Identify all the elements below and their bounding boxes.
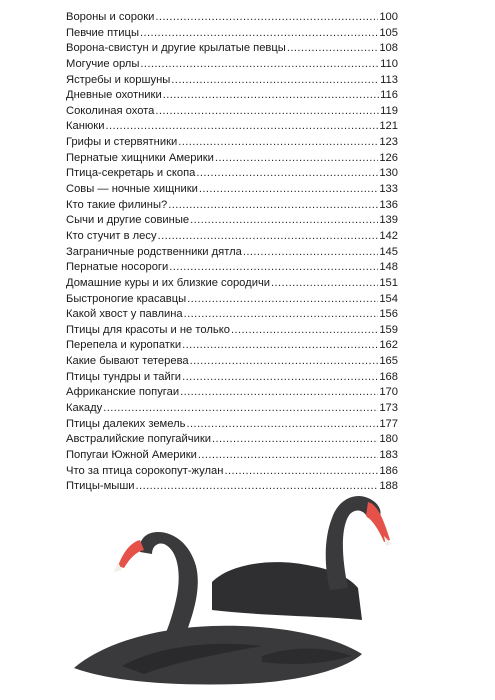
toc-entry-title: Быстроногие красавцы (66, 292, 187, 305)
toc-leader-dots (212, 433, 378, 445)
toc-entry-page-number: 136 (379, 198, 398, 211)
toc-leader-dots (178, 136, 378, 148)
toc-entry (66, 183, 398, 199)
toc-entry (66, 433, 398, 449)
toc-leader-dots (158, 230, 379, 242)
toc-entry-page-number: 162 (379, 339, 398, 352)
toc-entry-title: Кто стучит в лесу (66, 229, 157, 242)
toc-leader-dots (215, 152, 378, 164)
toc-entry-title: Заграничные родственники дятла (66, 245, 242, 258)
toc-entry-title: Птицы тундры и тайги (66, 370, 182, 383)
toc-entry-title: Австралийские попугайчики (66, 433, 211, 446)
toc-leader-dots (243, 246, 378, 258)
toc-entry-page-number: 145 (379, 245, 398, 258)
toc-entry (66, 246, 398, 262)
toc-entry (66, 58, 398, 74)
toc-entry (66, 261, 398, 277)
toc-entry-title: Птицы далеких земель (66, 417, 186, 430)
back-swan (212, 496, 392, 620)
toc-entry-title: Кто такие филины? (66, 198, 168, 211)
toc-entry-title: Певчие птицы (66, 26, 139, 39)
toc-leader-dots (196, 167, 378, 179)
toc-entry-title: Совы — ночные хищники (66, 183, 198, 196)
toc-entry-page-number: 116 (380, 89, 398, 102)
toc-entry (66, 324, 398, 340)
toc-leader-dots (182, 339, 378, 351)
toc-leader-dots (140, 58, 379, 70)
toc-entry-page-number: 139 (379, 214, 398, 227)
toc-entry-title: Какие бывают тетерева (66, 355, 189, 368)
toc-entry (66, 230, 398, 246)
toc-entry-title: Перепела и куропатки (66, 339, 182, 352)
toc-entry (66, 136, 398, 152)
toc-entry-title: Какой хвост у павлина (66, 308, 183, 321)
toc-entry (66, 11, 398, 27)
toc-leader-dots (190, 355, 379, 367)
toc-entry (66, 42, 398, 58)
toc-entry-title: Птица-секретарь и скопа (66, 167, 196, 180)
toc-leader-dots (190, 214, 378, 226)
toc-entry (66, 308, 398, 324)
toc-entry-page-number: 110 (380, 57, 398, 70)
toc-leader-dots (171, 74, 379, 86)
toc-entry-page-number: 121 (379, 120, 398, 133)
toc-leader-dots (271, 277, 378, 289)
toc-entry-title: Канюки (66, 120, 105, 133)
toc-entry-title: Вороны и сороки (66, 11, 155, 23)
toc-entry-title: Дневные охотники (66, 89, 162, 102)
toc-entry-page-number: 170 (379, 386, 398, 399)
toc-entry-page-number: 168 (379, 370, 398, 383)
toc-leader-dots (105, 120, 378, 132)
toc-entry (66, 449, 398, 465)
toc-entry (66, 293, 398, 309)
toc-leader-dots (182, 371, 378, 383)
toc-leader-dots (155, 11, 378, 23)
toc-entry (66, 371, 398, 387)
toc-entry-page-number: 159 (379, 323, 398, 336)
toc-leader-dots (103, 402, 378, 414)
toc-entry-title: Птицы-мыши (66, 480, 135, 493)
toc-entry-page-number: 165 (379, 355, 398, 368)
toc-leader-dots (199, 183, 378, 195)
toc-leader-dots (169, 261, 378, 273)
toc-entry-title: Могучие орлы (66, 57, 140, 70)
toc-entry-page-number: 100 (379, 11, 398, 23)
toc-entry-page-number: 126 (379, 151, 398, 164)
toc-entry-title: Грифы и стервятники (66, 136, 178, 149)
toc-leader-dots (168, 199, 378, 211)
toc-entry (66, 339, 398, 355)
toc-entry-page-number: 142 (379, 229, 398, 242)
toc-entry-title: Ястребы и коршуны (66, 73, 171, 86)
toc-entry (66, 277, 398, 293)
toc-entry-title: Птицы для красоты и не только (66, 323, 230, 336)
table-of-contents (66, 11, 398, 496)
toc-entry-title: Ворона-свистун и другие крылатые певцы (66, 42, 286, 55)
toc-entry-title: Пернатые хищники Америки (66, 151, 214, 164)
toc-leader-dots (187, 293, 378, 305)
toc-leader-dots (140, 27, 378, 39)
black-swans-illustration (62, 470, 402, 692)
toc-entry-page-number: 130 (379, 167, 398, 180)
toc-leader-dots (180, 386, 378, 398)
toc-leader-dots (163, 89, 379, 101)
toc-leader-dots (231, 324, 378, 336)
toc-entry (66, 402, 398, 418)
toc-entry-page-number: 119 (380, 104, 398, 117)
toc-entry-title: Домашние куры и их близкие сородичи (66, 276, 271, 289)
toc-entry-page-number: 123 (379, 136, 398, 149)
toc-leader-dots (155, 105, 379, 117)
toc-entry (66, 214, 398, 230)
toc-entry (66, 27, 398, 43)
toc-entry-page-number: 148 (379, 261, 398, 274)
toc-entry-title: Попугаи Южной Америки (66, 448, 197, 461)
toc-entry-title: Африканские попугаи (66, 386, 180, 399)
toc-entry-page-number: 177 (379, 417, 398, 430)
toc-leader-dots (287, 42, 379, 54)
toc-entry-page-number: 108 (379, 42, 398, 55)
toc-entry-page-number: 151 (379, 276, 398, 289)
toc-entry-page-number: 113 (380, 73, 398, 86)
toc-entry-page-number: 186 (379, 464, 398, 477)
toc-entry-page-number: 154 (379, 292, 398, 305)
toc-entry-page-number: 133 (379, 183, 398, 196)
toc-leader-dots (184, 308, 379, 320)
toc-entry (66, 386, 398, 402)
toc-entry (66, 152, 398, 168)
toc-entry (66, 105, 398, 121)
toc-entry-title: Соколиная охота (66, 104, 155, 117)
toc-entry-title: Пернатые носороги (66, 261, 169, 274)
toc-leader-dots (198, 449, 378, 461)
toc-entry-page-number: 105 (379, 26, 398, 39)
toc-entry-page-number: 173 (379, 402, 398, 415)
toc-entry (66, 418, 398, 434)
toc-entry-page-number: 180 (379, 433, 398, 446)
toc-entry (66, 167, 398, 183)
toc-entry (66, 89, 398, 105)
toc-entry (66, 355, 398, 371)
toc-entry-page-number: 188 (379, 480, 398, 493)
toc-entry-page-number: 156 (379, 308, 398, 321)
toc-entry (66, 199, 398, 215)
toc-entry (66, 74, 398, 90)
toc-entry-title: Что за птица сорокопут-жулан (66, 464, 224, 477)
toc-entry-title: Какаду (66, 402, 103, 415)
toc-entry-page-number: 183 (379, 448, 398, 461)
toc-entry (66, 120, 398, 136)
toc-entry-title: Сычи и другие совиные (66, 214, 190, 227)
toc-leader-dots (186, 418, 378, 430)
